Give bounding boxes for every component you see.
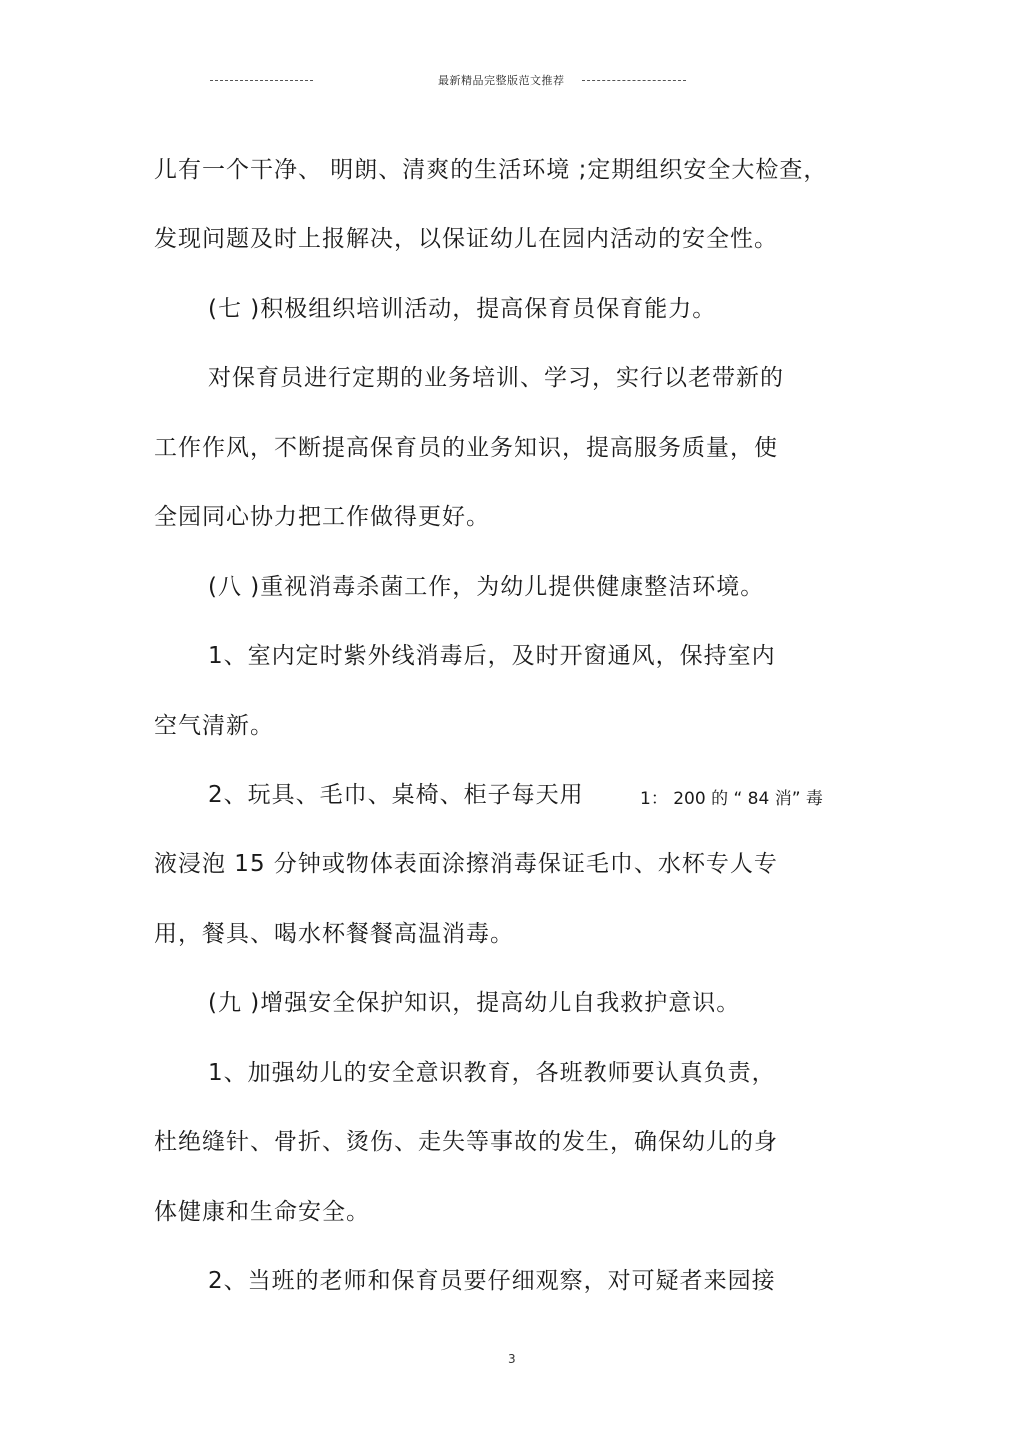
body-line: 液浸泡 15 分钟或物体表面涂擦消毒保证毛巾、水杯专人专: [154, 851, 778, 877]
header-rule-left: [210, 80, 313, 81]
body-line: 1、室内定时紫外线消毒后，及时开窗通风，保持室内: [208, 643, 776, 669]
body-line-text: 2、玩具、毛巾、桌椅、柜子每天用: [208, 782, 584, 808]
section-heading: (七 )积极组织培训活动，提高保育员保育能力。: [208, 296, 717, 322]
header-title: 最新精品完整版范文推荐: [438, 74, 565, 87]
body-line: 2、当班的老师和保育员要仔细观察，对可疑者来园接: [208, 1268, 776, 1294]
header-rule-right: [582, 80, 686, 81]
body-line: 用，餐具、喝水杯餐餐高温消毒。: [154, 921, 514, 947]
body-line: 1、加强幼儿的安全意识教育，各班教师要认真负责，: [208, 1060, 776, 1086]
body-line: 杜绝缝针、骨折、烫伤、走失等事故的发生，确保幼儿的身: [154, 1129, 778, 1155]
body-line: [208, 780, 584, 810]
body-line: 工作作风，不断提高保育员的业务知识，提高服务质量，使: [154, 435, 778, 461]
section-heading: (八 )重视消毒杀菌工作，为幼儿提供健康整洁环境。: [208, 574, 765, 600]
page-number: 3: [508, 1352, 516, 1366]
inline-fragment: 1： 200 的 “ 84 消” 毒: [640, 789, 823, 809]
body-line: 发现问题及时上报解决，以保证幼儿在园内活动的安全性。: [154, 226, 778, 252]
body-line: 空气清新。: [154, 713, 274, 739]
body-line: 体健康和生命安全。: [154, 1199, 370, 1225]
body-line: 全园同心协力把工作做得更好。: [154, 504, 490, 530]
body-line: 对保育员进行定期的业务培训、学习，实行以老带新的: [208, 365, 784, 391]
section-heading: (九 )增强安全保护知识，提高幼儿自我救护意识。: [208, 990, 741, 1016]
body-line: 儿有一个干净、 明朗、清爽的生活环境 ;定期组织安全大检查，: [154, 157, 828, 183]
